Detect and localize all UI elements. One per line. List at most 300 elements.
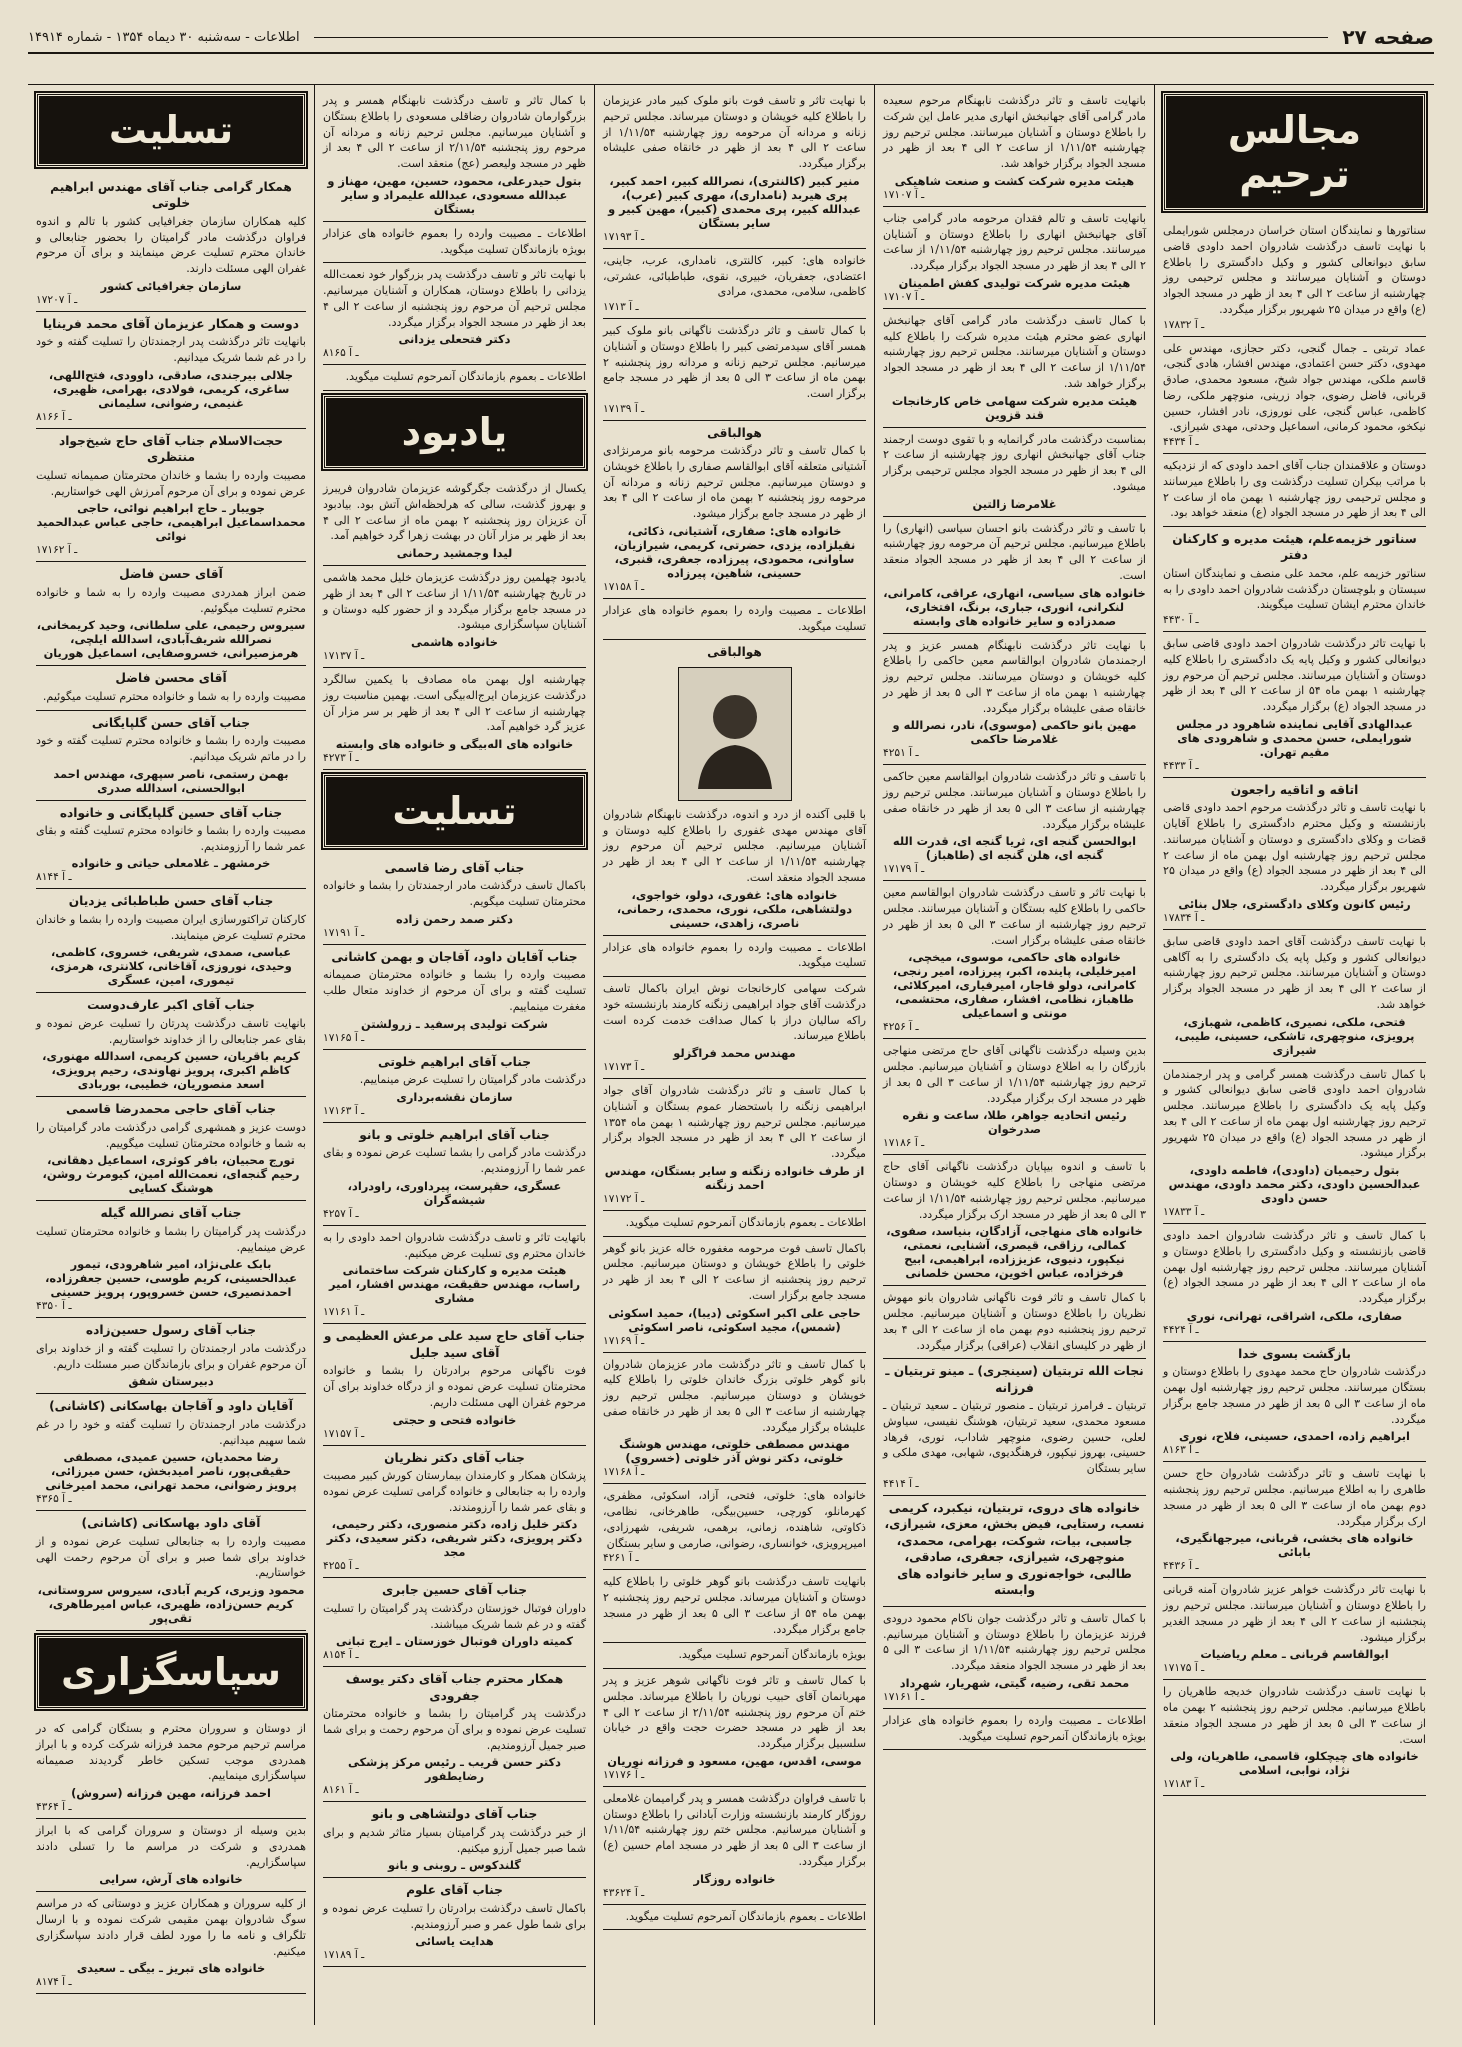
notice (883, 881, 1146, 1039)
portrait-icon (690, 679, 780, 789)
notice-signature: سیروس رحیمی، علی سلطانی، وحید کریمخانی، نصرالله شریف‌آبادی، اسدالله ایلچی، هرمزصیرانی، خسروصفایی، اسماعیل هوریان (36, 618, 306, 661)
notice-body: بدین وسیله از دوستان و سروران گرامی که با ابراز همدردی و شرکت در مراسم ما را تسلی دادند سپاسگزاریم. (36, 1824, 306, 1869)
notice-body: درگذشت مادر گرامی را بشما تسلیت عرض نموده و بقای عمر شما را آرزومندیم. (323, 1146, 586, 1176)
section-banner-majalis: مجالس ترحیم (1163, 93, 1426, 211)
notice-title: جناب آقای علوم (406, 1883, 503, 1898)
notice-body: مصیبت وارده را بشما و خانواده محترم تسلیت گفته و بقای عمر شما را آرزومندیم. (36, 823, 306, 853)
notice-body: درگذشت مادر گرامیتان را تسلیت عرض مینماییم. (359, 1073, 586, 1087)
notice-signature: خانواده های: غفوری، دولو، خواجوی، دولتشاهی، ملکی، نوری، محمدی، رحمانی، ناصری، زاهدی، حسینی (616, 887, 853, 930)
notice-body: اطلاعات ـ مصیبت وارده را بعموم خانواده های عزادار تسلیت میگوید. (603, 940, 866, 970)
notice (323, 1226, 586, 1325)
notice (36, 1201, 306, 1318)
notice (603, 319, 866, 421)
notice-body: با کمال تاسف و تاثر درگذشت جوان ناکام محمود درودی فرزند عزیزمان را باطلاع دوستان و آشنایان میرسانیم. مجلس ترحیم روز چهارشنبه ۱/۱۱/۵۴ از ساعت ۳ الی ۵ بعد از ظهر در مسجد الجواد منعقد میگردد. (883, 1611, 1146, 1672)
notice (1163, 337, 1426, 455)
notice (883, 517, 1146, 634)
notice-code: ۱۷۸۳۲ ـ آ (1163, 318, 1205, 331)
notice (1163, 219, 1426, 337)
notice (36, 1394, 306, 1511)
masthead-rule (314, 37, 1329, 38)
notice-signature: جلالی بیرجندی، صادقی، داوودی، فتح‌اللهی، ساغری، کریمی، فولادی، بهرامی، ظهیری، غنیمی، رضوانی، سلیمانی (48, 367, 294, 410)
notice (323, 1446, 586, 1579)
notice (36, 1892, 306, 1994)
notice (883, 1607, 1146, 1709)
portrait-photo (678, 667, 792, 801)
notice (1163, 930, 1426, 1063)
notice (36, 429, 306, 562)
notice-body: باکمال تاسف فوت مرحومه مغفوره خاله عزیز بانو گوهر خلوتی را باطلاع خویشان و دوستان میرسانیم. مجلس ترحیم روز پنجشنبه از ساعت ۲ الی ۴ بعد از ظهر در مسجد جامع برگزار است. (603, 1241, 867, 1302)
notice-body: باکمال تاسف درگذشت برادرتان را تسلیت عرض نموده و برای شما طول عمر و صبر آرزومندیم. (323, 1901, 586, 1931)
notice-code: ۱۷۱۶۸ ـ آ (603, 1466, 645, 1479)
notice (323, 1802, 586, 1878)
notice (36, 1097, 306, 1201)
notice-body: با نهایت تاسف و تاثر درگذشت مرحوم احمد داودی قاضی بازنشسته و وکیل محترم دادگستری را باطلاع آقایان قضات و وکلای دادگستری و دوستان و آشنایان میرسانند. مجلس ترحیم روز چهارشنبه اول بهمن ماه از ساعت ۲ الی ۴ بعد از ظهر در مسجد الجواد (ع) واقع در میدان ۲۵ شهریور برگزار میگردد. (1163, 801, 1426, 894)
notice-body: سناتور خزیمه علم، محمد علی منصف و نمایندگان استان سیستان و بلوچستان درگذشت شادروان احمد داودی را به خاندان محترم ایشان تسلیت میگویند. (1163, 566, 1426, 612)
notice-body: بانهایت تاسف درگذشت بانو گوهر خلوتی را باطلاع کلیه دوستان و آشنایان میرساند. مجلس ترحیم روز پنجشنبه ۲ بهمن ماه ۵۴ از ساعت ۳ الی ۵ بعد از ظهر در مسجد جامع برگزار میگردد. (603, 1575, 866, 1636)
notice-code: ۱۷۱۳۹ ـ آ (603, 402, 645, 415)
notice-body: بانهایت تاثر درگذشت پدر ارجمندتان را تسلیت گفته و خود را در غم شما شریک میدانیم. (36, 335, 306, 365)
notice-body: کلیه همکاران سازمان جغرافیایی کشور با تالم و اندوه فراوان درگذشت مادر گرامیتان را بحضور جنابعالی و خاندان محترم تسلیت عرض مینمایند و برای آن مرحوم غفران الهی مسئلت دارند. (36, 214, 306, 276)
notice (323, 668, 586, 770)
notice-signature: ابراهیم زاده، احمدی، حسینی، فلاح، نوری (1179, 1429, 1410, 1444)
notice-code: ۸۱۴۴ ـ آ (36, 871, 72, 884)
notice-body: از کلیه سروران و همکاران عزیز و دوستانی که در مراسم سوگ شادروان بهمن مقیمی شرکت نموده و با ارسال تلگراف و نامه ما را مورد لطف قرار دادند سپاسگزاری میکنیم. (36, 1897, 306, 1958)
notice-body: اطلاعات ـ بعموم بازماندگان آنمرحوم تسلیت میگوید. (625, 1215, 866, 1229)
notice-body: مصیبت وارده را به جنابعالی تسلیت عرض نموده و از خداوند برای شما صبر و برای آن مرحوم رحمت الهی خواستاریم. (36, 1534, 306, 1580)
notice-body: تربتیان ـ فرامرز تربتیان ـ منصور تربتیان ـ سعید تربتیان ـ مسعود محمدی، سعید تربتیان، هوشنگ نفیسی، سیاوش لعلی، حسین رضوی، منوچهر شاداب، نوری، فرهاد حسینی، بهروز نیکپور، فرهنگدیوی، شهابی، مهدی ملکی و سایر بستگان (883, 1399, 1146, 1476)
notice-body: با کمال تاسف و تاثر درگذشت مرحومه بانو مرمرنژادی آشتیانی متعلقه آقای ابوالقاسم صفاری را باطلاع خویشان و دوستان میرسانیم. مجلس ترحیم زنانه و مردانه آن مرحومه روز پنجشنبه ۲ بهمن ماه از ساعت ۲ الی ۴ بعد از ظهر در مسجد جامع برگزار میشود. (603, 444, 866, 521)
notice-code: ۱۷۱۶۵ ـ آ (323, 1031, 365, 1044)
notice-code: ۱۷۱۰۷ ـ آ (883, 290, 925, 303)
notice-signature: مهندس مصطفی خلوتی، مهندس هوشنگ خلوتی، دکتر نوش آذر خلوتی (خسروی) (619, 1437, 850, 1466)
notice-body: شرکت سهامی کارخانجات نوش ایران باکمال تاسف درگذشت آقای جواد ابراهیمی زنگنه کارمند بازنشسته خود راکه سالیان دراز با کمال صداقت خدمت کرده است باطلاع میرساند. (603, 982, 866, 1043)
notice-signature: کریم باقریان، حسین کریمی، اسدالله مهنوری، کاظم اکبری، پرویز نهاوندی، رحیم پرویزی، اسعد منصوریان، خطیبی، بوربادی (42, 1049, 300, 1092)
notice (36, 1717, 306, 1819)
notice-signature: جویبار ـ حاج ابراهیم نوائی، حاجی محمداسماعیل ابراهیمی، حاجی عباس عبدالحمید نوائی (36, 501, 306, 544)
notice (603, 1079, 866, 1211)
notice (36, 889, 306, 993)
notice-code: ۴۳۵۰ ـ آ (36, 1300, 72, 1313)
notice (36, 666, 306, 710)
notice-body: با کمال تاسف و تاثر درگذشت مادر عزیزمان شادروان بانو گوهر خلوتی بزرگ خاندان خلوتی را باطلاع کلیه خویشان و دوستان میرسانیم. مجلس ترحیم روز چهارشنبه از ساعت ۳ الی ۵ بعد از ظهر در خانقاه صفی علیشاه برگزار میگردد. (603, 1357, 866, 1434)
notice-title: آقای داود بهاسکانی (کاشانی) (81, 1516, 261, 1531)
issue-line: اطلاعات - سه‌شنبه ۳۰ دیماه ۱۳۵۴ - شماره ۱۴۹۱۴ (28, 29, 300, 45)
notice-body: یادبود چهلمین روز درگذشت عزیزمان خلیل محمد هاشمی در تاریخ چهارشنبه ۱/۱۱/۵۴ از ساعت ۲ الی ۴ بعد از ظهر در مسجد جامع برگزار میگردد و از حضور کلیه دوستان و آشنایان سپاسگزاری میشود. (323, 571, 586, 632)
notice (883, 634, 1146, 766)
notice (323, 477, 586, 566)
notice (36, 312, 306, 429)
notice-code: ۴۴۳۳ ـ آ (1163, 759, 1199, 772)
notice-signature: دکتر فتحعلی یزدانی (398, 332, 511, 347)
notice-code: ۴۲۶۱ ـ آ (603, 1552, 639, 1565)
notice-body: با نهایت تاسف و تاثر درگذشت شادروان حاج حسن طاهری را به اطلاع میرسانیم. مجلس ترحیم روز پنجشنبه دوم بهمن ماه از ساعت ۳ الی ۵ بعد از ظهر در مسجد ارک برگزار میگردد. (1163, 1467, 1426, 1528)
notice (603, 1905, 866, 1931)
notice (883, 207, 1146, 309)
notice (1163, 778, 1426, 930)
notice-code: ۴۲۵۵ ـ آ (323, 1560, 359, 1573)
notice (323, 263, 586, 365)
notice-signature: بهمن رستمی، ناصر سپهری، مهندس احمد ابوالحسنی، اسدالله صدری (53, 766, 289, 795)
notice-code: ۱۷۱۰۷ ـ آ (883, 188, 925, 201)
news-column-1 (1154, 85, 1434, 2025)
notice-body: مصیبت وارده را بشما و خاندان محترمتان صمیمانه تسلیت عرض نموده و برای آن مرحوم آمرزش الهی خواستاریم. (36, 468, 306, 498)
notice (1163, 632, 1426, 778)
notice-code: ۴۴۱۴ ـ آ (883, 1477, 919, 1490)
notice-code: ۱۷۱۷۲ ـ آ (603, 1192, 645, 1205)
notice-signature: خانواده های: صفاری، آشتیانی، ذکائی، نقیلزاده، یزدی، حضرتی، کریمی، شیرازیان، ساوانی، محمودی، پیرزاده، جعفری، قنبری، حسینی، شاهین، پیرزاده (613, 523, 856, 580)
notice-signature: دکتر حسن قریب ـ رئیس مرکز پزشکی رضایطفور (348, 1755, 561, 1784)
notice-signature: عسگری، حقپرست، پیرداوری، راودراد، شیشه‌گران (347, 1178, 562, 1207)
notice-signature: هیئت مدیره شرکت کشت و صنعت شاهیکی (894, 173, 1135, 188)
notice (1163, 1680, 1426, 1796)
notice-code: ۱۷۱۳۷ ـ آ (323, 650, 365, 662)
notice-body: اطلاعات ـ مصیبت وارده را بعموم خانواده های عزادار بویژه بازماندگان تسلیت میگوید. (323, 226, 586, 256)
notice (883, 1496, 1146, 1607)
notice-body: با قلبی آکنده از درد و اندوه، درگذشت نابهنگام شادروان آقای مهندس مهدی غفوری را باطلاع کلیه دوستان و آشنایان میرسانیم. مجلس ترحیم آن مرحوم روز چهارشنبه ۱/۱۱/۵۴ از ساعت ۲ الی ۴ بعد از ظهر در مسجد الجواد منعقد است. (603, 807, 866, 884)
notice-body: با تاسف و تاثر درگذشت بانو احسان سیاسی (انهاری) را باطلاع میرسانیم. مجلس ترحیم آن مرحومه روز چهارشنبه از ساعت ۲ الی ۴ بعد از ظهر در مسجد الجواد منعقد است. (883, 521, 1147, 582)
notice-code: ۱۷۱۸۶ ـ آ (883, 1137, 925, 1150)
notice (603, 1570, 866, 1643)
notice-body: با تاسف و اندوه بیپایان درگذشت ناگهانی آقای حاج مرتضی منهاجی را باطلاع کلیه خویشان و دوستان میرسانیم. مجلس ترحیم روز چهارشنبه ۱/۱۱/۵۴ از ساعت ۳ الی ۵ بعد از ظهر در مسجد ارک برگزار میگردد. (883, 1160, 1147, 1221)
notice (36, 562, 306, 666)
notice-signature: کمیته داوران فوتبال خوزستان ـ ایرج تبانی (335, 1634, 574, 1649)
notice-body: مصیبت وارده را بشما و خانواده محترمتان صمیمانه تسلیت گفته و برای آن مرحوم از خداوند متعال طلب مغفرت مینماییم. (323, 968, 586, 1013)
notice-title: جناب آقای نصرالله گیله (100, 1206, 242, 1221)
notice-signature: رئیس کانون وکلای دادگستری، جلال بنائی (1178, 896, 1411, 911)
notice-body: با نهایت تاثر درگذشت شادروان احمد داودی قاضی سابق دیوانعالی کشور و وکیل پایه یک دادگستری را باطلاع کلیه دوستان و آشنایان میرسانند. مجلس ترحیم آن مرحوم روز چهارشنبه ۱ بهمن ماه ۵۴ از ساعت ۲ الی ۴ بعد از ظهر در مسجد الجواد (ع) برگزار میگردد. (1163, 637, 1426, 714)
notice-signature: خانواده های منهاجی، آزادگان، بنیاسد، صفوی، کمالی، رزاقی، قیصری، آشنایی، نعمتی، نیکپور، دنیوی، عزیززاده، ابراهیمی، ابیح فرخزاده، عباس اخوین، محسن خلصانی (886, 1224, 1143, 1281)
notice-code: ۴۳۶۵ ـ آ (36, 1493, 72, 1506)
notice (603, 640, 866, 935)
notice-title: هوالباقی (707, 425, 762, 440)
notice-title: خانواده های دروی، تربتیان، نیکبرد، کریمی نسب، رستایی، فیض بخش، معزی، شیرازی، جاسبی، بیات، شوکت، بهرامی، محمدی، منوچهری، شیرازی، جعفری، صادقی، طالبی، خواجه‌نوری و سایر خانواده های وابسته (884, 1500, 1145, 1598)
notice-body: با نهایت تاثر و تاسف فوت بانو ملوک کبیر مادر عزیزمان را باطلاع کلیه خویشان و دوستان میرساند. مجلس ترحیم زنانه و مردانه آن مرحومه روز چهارشنبه ۱/۱۱/۵۴ از ساعت ۲ الی ۴ بعد از ظهر در خانقاه صفی علیشاه برگزار میگردد. (603, 94, 867, 170)
notice-body: اطلاعات ـ مصیبت وارده را بعموم خانواده های عزادار بویژه بازماندگان آنمرحوم تسلیت میگوید. (883, 1713, 1146, 1743)
notice (1163, 454, 1426, 527)
news-column-3 (594, 85, 874, 2025)
notice (323, 365, 586, 391)
notice-body: با نهایت تاثر و تاسف درگذشت شادروان ابوالقاسم معین حاکمی را باطلاع کلیه بستگان و آشنایان میرسانند. مجلس ترحیم روز چهارشنبه از ساعت ۳ الی ۵ بعد از ظهر در خانقاه صفی علیشاه برگزار است. (883, 886, 1147, 947)
notice (603, 936, 866, 978)
notice-code: ۱۷۱۸۳ ـ آ (1163, 1778, 1205, 1791)
notice-signature: هیئت مدیره شرکت سهامی خاص کارخانجات قند قزوین (891, 393, 1138, 422)
notice (323, 1667, 586, 1802)
notice-code: ۴۲۷۳ ـ آ (323, 752, 359, 764)
notice-signature: تورج محبیان، بافر کوثری، اسماعیل دهقانی، رحیم گنجه‌ای، نعمت‌الله امین، کیومرث روشن، هوشنگ کسایی (42, 1153, 300, 1196)
notice-code: ۴۳۶۲۴ ـ آ (603, 1886, 645, 1899)
notice-title: جناب آقای دکتر نظریان (384, 1450, 525, 1465)
notice (883, 1359, 1146, 1496)
notice (883, 765, 1146, 881)
notice (36, 801, 306, 890)
notice-signature: هیئت مدیره شرکت تولیدی کفش اطمینان (898, 275, 1131, 290)
notice-title: جناب آقای حسن گلپایگانی (91, 715, 251, 730)
notice-signature: سازمان جغرافیائی کشور (100, 278, 242, 293)
notice-code: ۱۷۱۶۱ ـ آ (883, 1690, 925, 1703)
notice-title: جناب آقای حسین گلپایگانی و خانواده (59, 805, 283, 820)
notice (603, 1237, 866, 1353)
notice (603, 977, 866, 1079)
notice-code: ۸۱۶۱ ـ آ (323, 1784, 359, 1797)
notice-body: مصیبت وارده را به شما و خانواده محترم تسلیت میگوئیم. (42, 689, 306, 703)
notice-signature: سازمان نقشه‌برداری (396, 1089, 513, 1104)
notice-body: از دوستان و سروران محترم و بستگان گرامی که در مراسم ترحیم مرحوم محمد فرزانه شرکت کرده و با ابراز همدردی موجب تسکین خاطر گردیدند صمیمانه سپاسگزاری مینماییم. (36, 1722, 306, 1783)
notice-signature: گلندکوس ـ روبنی و بانو (388, 1858, 521, 1873)
notice-signature: هدایت یاسائی (415, 1934, 494, 1949)
news-column-2 (874, 85, 1154, 2025)
notice-code: ۱۷۱۶۳ ـ آ (323, 1104, 365, 1117)
columns-container (28, 84, 1434, 2025)
notice-signature: عباسی، صمدی، شریفی، خسروی، کاظمی، وحیدی، نوروزی، آقاخانی، کلانتری، هرمزی، تیموری، امین، عسگری (50, 945, 292, 988)
notice-body: اطلاعات ـ مصیبت وارده را بعموم خانواده های عزادار تسلیت میگوید. (603, 603, 866, 633)
notice-title: جناب آقای حاج سید علی مرعش العظیمی و آقای سید جلیل (323, 1329, 586, 1360)
notice (883, 1039, 1146, 1155)
notice-body: دوستان و علاقمندان جناب آقای احمد داودی که از نزدیکیه با مراتب بیکران تسلیت درگذشت وی را باطلاع میرسانند و مجلس ترحیمی روز چهارشنبه ۱ بهمن ماه از ساعت ۲ الی ۴ بعد از ظهر در مسجد الجواد (ع) منعقد خواهد بود. (1163, 459, 1426, 520)
notice (603, 1787, 866, 1905)
notice-body: چهارشنبه اول بهمن ماه مصادف با یکمین سالگرد درگذشت عزیزمان ایرج‌اله‌بیگی است. بهمین مناسبت روز چهارشنبه از ساعت ۲ الی ۴ بعد از ظهر بر سر مزار آن عزیز گرد خواهیم آمد. (323, 673, 587, 734)
notice-title: همکار گرامی جناب آقای مهندس ابراهیم خلوتی (50, 180, 292, 211)
notice-title: جناب آقای حسن طباطبائی یزدیان (68, 894, 274, 909)
notice-code: ۸۱۶۳ ـ آ (1163, 1444, 1199, 1457)
notice-signature: محمود وزیری، کریم آبادی، سیروس سروستانی، کریم حسن‌زاده، ظهیری، عباس امیرطاهری، تقی‌پور (37, 1583, 305, 1625)
notice-title: جناب آقای حسین جابری (381, 1583, 528, 1598)
notice-body: باتهایت تاثر و تاسف درگذشت شادروان احمد داودی را به خاندان محترم وی تسلیت عرض میکنیم. (323, 1230, 586, 1260)
notice (1163, 527, 1426, 632)
notice-signature: خانواده های حاکمی، موسوی، میخچی، امیرخلیلی، پاینده، اکبر، پیرزاده، امیر رنجی، کامرانی، دولو قاجار، امیرفیاری، امیرکلائی، طاهباز، نظامی، افشار، صفاری، محتشمی، مونتی و اسماعیلی (892, 950, 1137, 1021)
notice-body: پزشکان همکار و کارمندان بیمارستان کورش کبیر مصیبت وارده را به جنابعالی و خانواده گرامی تسلیت عرض نموده و بقای عمر شما را آرزومندند. (323, 1469, 586, 1514)
notice-body: بانهایت تاسف و تالم فقدان مرحومه مادر گرامی جناب آقای جهانبخش انهاری را باطلاع دوستان و آشنایان میرسانند. مجلس ترحیم روز چهارشنبه ۱/۱۱/۵۴ از ساعت ۲ الی ۴ بعد از ظهر در مسجد الجواد برگزار میگردد. (883, 211, 1146, 272)
notice-signature: خانواده های اله‌بیگی و خانواده های وابسته (335, 737, 574, 751)
notice-signature: خانواده های چیچکلو، قاسمی، طاهریان، ولی نژاد، نوابی، اسلامی (1170, 1749, 1419, 1778)
notice (36, 1318, 306, 1394)
notice (323, 1878, 586, 1967)
notice-body: بانهایت تاسف و تاثر درگذشت نابهنگام مرحوم سعیده مادر گرامی آقای جهانبخش انهاری مدیر عامل این شرکت را باطلاع دوستان و آشنایان میرسانند. مجلس ترحیم روز چهارشنبه ۱/۱۱/۵۴ از ساعت ۲ الی ۴ بعد از ظهر در مسجد الجواد برگزار خواهد شد. (883, 94, 1146, 170)
notice-signature: غلامرضا زالتین (972, 496, 1057, 511)
notice-signature: منیر کبیر (کالنتری)، نصرالله کبیر، احمد کبیر، پری هیربد (نامداری)، مهری کبیر (عرب)، عبدالله کبیر، پری محمدی (کبیر)، مهین کبیر و سایر بستگان (608, 173, 861, 230)
notice-body: با نهایت تاسف درگذشت آقای احمد داودی قاضی سابق دیوانعالی کشور و وکیل پایه یک دادگستری را به آگاهی دوستان و آشنایان میرسانند. مجلس ترحیم روز چهارشنبه از ساعت ۲ الی ۴ بعد از ظهر در مسجد الجواد برگزار خواهد شد. (1163, 934, 1426, 1011)
notice-code: ۸۱۷۴ ـ آ (36, 1976, 72, 1989)
notice-signature: بتول حیدرعلی، محمود، حسین، مهین، مهناز و عبدالله مسعودی، عبدالله علیمراد و سایر بستگان (327, 173, 582, 216)
notice-signature: خانواده های تبریز ـ بیگی ـ سعیدی (76, 1961, 266, 1976)
notice-signature: خانواده های سیاسی، انهاری، عراقی، کامرانی، لنکرانی، انوری، جباری، برنگ، افتخاری، صمدزاده و سایر خانواده های وابسته (883, 585, 1146, 628)
notice-title: دوست و همکار عزیزمان آقای محمد فرینایا (43, 316, 299, 331)
notice-code: ۴۴۲۴ ـ آ (1163, 1323, 1199, 1336)
notice-body: با کمال تاسف و تاثر درگذشت شادروان آقای جواد ابراهیمی زنگنه را باستحضار عموم بستگان و آشنایان میرسانیم. مجلس ترحیم روز چهارشنبه ۱ بهمن ماه ۱۳۵۴ از ساعت ۲ الی ۴ بعد از ظهر در مسجد الجواد برگزار میگردد. (603, 1084, 867, 1161)
notice-signature: مهین بانو حاکمی (موسوی)، نادر، نصرالله و غلامرضا حاکمی (892, 718, 1137, 747)
notice (36, 993, 306, 1097)
notice (1163, 1063, 1426, 1225)
notice-body: فوت ناگهانی مرحوم برادرتان را بشما و خانواده محترمتان تسلیت عرض نموده و از درگاه خداوند برای آن مرحوم غفران الهی مسئلت داریم. (323, 1364, 586, 1409)
notice-body: با نهایت تاثر و تاسف درگذشت پدر بزرگوار خود نعمت‌الله یزدانی را باطلاع دوستان، همکاران و آشنایان میرسانیم. مجلس ترحیم آن مرحوم روز پنجشنبه از ساعت ۲ الی ۴ بعد از ظهر در مسجد الجواد برگزار میگردد. (323, 268, 587, 329)
notice (1163, 1578, 1426, 1680)
notice-body: باکمال تاسف درگذشت مادر ارجمندتان را بشما و خانواده محترمتان تسلیت میگویم. (323, 879, 586, 909)
notice-title: هوالباقی (707, 645, 762, 660)
notice (323, 856, 586, 945)
notice (323, 1324, 586, 1445)
notice-body: خانواده های: کبیر، کالنتری، نامداری، عرب، جاینی، اعتضادی، جعفریان، خبیری، نقوی، طباطبائی، عشرتی، کاظمی، سلامی، محمدی، مرادی (603, 253, 866, 299)
notice-title: جناب آقای رضا قاسمی (384, 861, 525, 875)
notice (603, 421, 866, 599)
notice (883, 1709, 1146, 1751)
notice-body: داوران فوتبال خوزستان درگذشت پدر گرامیتان را تسلیت گفته و در غم شما شریک میباشند. (323, 1601, 586, 1631)
notice (883, 309, 1146, 428)
notice-code: ۱۷۱۹۱ ـ آ (323, 926, 365, 939)
notice-code: ۱۷۱۸۹ ـ آ (323, 1949, 365, 1962)
notice-code: ۱۷۱۹۳ ـ آ (603, 230, 645, 243)
notice-signature: عبدالهادی آقایی نماینده شاهرود در مجلس شورایملی، حسن محمدی و شاهرودی های مقیم تهران. (1176, 716, 1413, 759)
notice-title: همکار محترم جناب آقای دکتر یوسف جفرودی (345, 1672, 564, 1703)
notice-signature: خرمشهر ـ غلامعلی حیاتی و خانواده (71, 856, 271, 871)
notice (323, 566, 586, 668)
notice-signature: دبیرستان شفق (128, 1374, 214, 1389)
notice-code: ۴۴۳۶ ـ آ (1163, 1560, 1199, 1573)
notice-body: درگذشت پدر گرامیتان را بشما و خانواده محترمتان تسلیت عرض مینماییم. (36, 1224, 306, 1254)
notice-body: دوست عزیز و همشهری گرامی درگذشت مادر گرامیتان را به شما و خانواده محترمتان تسلیت میگوییم. (36, 1120, 306, 1150)
notice-signature: دکتر خلیل زاده، دکتر منصوری، دکتر رحیمی، دکتر پرویزی، دکتر شریفی، دکتر سعیدی، دکتر مجد (326, 1517, 583, 1560)
notice-title: آقای محسن فاضل (115, 671, 227, 686)
notice (323, 89, 586, 222)
notice-code: ۱۷۱۷۵ ـ آ (1163, 1662, 1205, 1675)
notice-code: ۱۷۱۷۹ ـ آ (883, 863, 925, 876)
notice-body: بدین وسیله درگذشت ناگهانی آقای حاج مرتضی منهاجی بازرگان را به اطلاع دوستان و آشنایان میرسانیم. مجلس ترحیم روز چهارشنبه ۱/۱۱/۵۴ از ساعت ۳ الی ۵ بعد از ظهر در مسجد ارک برگزار میگردد. (883, 1044, 1146, 1105)
notice (323, 222, 586, 264)
notice-code: ۱۷۱۷۳ ـ آ (603, 1061, 645, 1074)
notice (1163, 1342, 1426, 1462)
notice-signature: موسی، اقدس، مهین، مسعود و فرزانه نوریان (607, 1753, 862, 1768)
notice (883, 1286, 1146, 1359)
notice-body: با کمال تاثر و تاسف درگذشت نابهنگام همسر و پدر بزرگوارمان شادروان رضاقلی مسعودی را باطلاع بستگان و آشنایان میرسانیم. مجلس ترحیم زنانه و مردانه آن مرحوم روز پنجشنبه ۲/۱۱/۵۴ از ساعت ۲ الی ۴ بعد از ظهر در مسجد ولیعصر (عج) منعقد است. (323, 94, 586, 170)
notice (603, 89, 866, 249)
notice-body: با تاسف و تاثر درگذشت شادروان ابوالقاسم معین حاکمی را باطلاع دوستان و آشنایان میرسانند. مجلس ترحیم روز چهارشنبه از ساعت ۳ الی ۵ بعد از ظهر در خانقاه صفی علیشاه برگزار میگردد. (883, 770, 1146, 831)
notice-code: ۱۷۱۶۹ ـ آ (603, 1334, 645, 1347)
notice-signature: صفاری، ملکی، اشراقی، تهرانی، نوری (1186, 1308, 1403, 1323)
notice-title: سناتور خزیمه‌علم، هیئت مدیره و کارکنان دفتر (1172, 532, 1417, 563)
notice (1163, 1224, 1426, 1342)
notice (603, 1353, 866, 1485)
news-column-4 (314, 85, 594, 2025)
news-column-5 (28, 85, 314, 2025)
notice-body: خانواده های: خلوتی، فتحی، آزاد، اسکوئی، مظفری، کهرمانلو، کورچی، حسین‌بیگی، طاهرخانی، نظامی، ذکاوتی، شاهنده، زمانی، برهمی، شریفی، شهرزادی، امیرپرویزی، خوانساری، رضوانی، صارمی و سایر بستگان (603, 1489, 866, 1550)
notice-signature: بابک علی‌نژاد، امیر شاهرودی، تیمور عبدالحسینی، کریم طوسی، حسین جعفرزاده، احمدنصیری، حسن خسروپور، پرویز حسینی (45, 1257, 297, 1300)
notice-code: ۸۱۶۶ ـ آ (36, 410, 72, 423)
notice-signature: ابوالحسن گنجه ای، ثریا گنجه ای، قدرت الله گنجه ای، هلن گنجه ای (طاهباز) (892, 834, 1137, 863)
notice-body: با نهایت تاثر درگذشت خواهر عزیز شادروان آمنه قربانی را باطلاع دوستان و آشنایان میرسانند. مجلس ترحیم روز پنجشنبه از ساعت ۲ الی ۴ بعد از ظهر در مسجد الغدیر برگزار میشود. (1163, 1583, 1426, 1644)
notice-body: بانهایت تاسف درگذشت پدرتان را تسلیت عرض نموده و بقای عمر جنابعالی را از خداوند خواستاریم. (36, 1016, 306, 1046)
notice-code: ۴۲۵۷ ـ آ (323, 1207, 359, 1220)
notice-code: ۱۷۸۳۳ ـ آ (1163, 1206, 1205, 1219)
notice (36, 1819, 306, 1892)
notice (36, 1511, 306, 1631)
notice-code: ۱۷۲۰۷ ـ آ (36, 293, 78, 306)
notice-code: ۱۷۱۷۶ ـ آ (603, 1768, 645, 1781)
notice-body: درگذشت مادر ارجمندتان را تسلیت گفته و خود را در غم شما سهیم میدانیم. (36, 1417, 306, 1447)
notice-title: جناب آقای رسول حسین‌زاده (85, 1323, 257, 1338)
notice-code: ۸۱۵۴ ـ آ (323, 1649, 359, 1662)
notice (603, 1484, 866, 1570)
notice-code: ۱۷۸۳۴ ـ آ (1163, 911, 1205, 924)
notice-code: ۱۷۱۳ ـ آ (603, 301, 639, 313)
notice (603, 1643, 866, 1669)
notice-code: ۱۷۱۶۲ ـ آ (36, 544, 78, 557)
notice-signature: رئیس اتحادیه جواهر، طلا، ساعت و نقره صدرخوان (902, 1108, 1127, 1137)
notice-body: با کمال تاسف و تاثر فوت ناگهانی شوهر عزیز و پدر مهربانمان آقای حبیب نوریان را باطلاع میرساند. مجلس ختم آن مرحوم روز پنجشنبه ۲/۱۱/۵۴ از ساعت ۲ الی ۴ بعد از ظهر در مسجد حضرت حجت واقع در خیابان سلسبیل برگزار میگردد. (603, 1674, 866, 1751)
notice-signature: خانواده روزگار (693, 1871, 776, 1886)
notice-title: آقای حسن فاضل (119, 567, 223, 582)
notice-signature: هیئت مدیره و کارکنان شرکت ساختمانی راساب، مهندس حقیقت، مهندس افشار، امیر مشاری (328, 1263, 581, 1306)
notice-title: جناب آقای اکبر عارف‌دوست (87, 998, 255, 1013)
section-banner-tasliyat_top: تسلیت (36, 93, 306, 167)
notice-signature: رضا محمدیان، حسین عمیدی، مصطفی حقیقی‌پور، ناصر امیدبخش، حسن میرزائی، پرویز رضوانی، محمد تهرانی، محمد امیرخانی (45, 1450, 297, 1493)
notice-body: عماد تربتی ـ جمال گنجی، دکتر حجازی، مهندس علی مهدوی، دکتر حسن اعتمادی، مهندس افشار، هادی گنجی، قاسم ملکی، مهندس جواد شیخ، مسعود محمدی، صادق قربانی، فاضل رضوی، جواد زرینی، منوچهر ملکی، رضا کاظمی، عباس گنجی، علی نوروزی، نادر افشار، حسین نیکخو، محمود کرمانی، اسماعیل وحدتی، مهدی شیرازی. (1163, 341, 1426, 434)
notice (36, 175, 306, 312)
notice (603, 1669, 866, 1787)
notice-title: نجات الله تربتیان (سینجری) ـ مینو تربتیان ـ فرزانه (885, 1364, 1144, 1395)
notice-signature: خانواده هاشمی (411, 635, 498, 649)
section-banner-tasliyat_mid: تسلیت (323, 774, 586, 848)
notice-title: جناب آقای دولتشاهی و بانو (371, 1807, 538, 1822)
notice (36, 711, 306, 801)
notice-body: از خبر درگذشت پدر گرامیتان بسیار متاثر شدیم و برای شما صبر جمیل آرزو میکنیم. (323, 1825, 586, 1855)
section-banner-yadbood: یادبود (323, 395, 586, 469)
notice-body: با تاسف فراوان درگذشت همسر و پدر گرامیمان غلامعلی روزگار کارمند بازنشسته وزارت آبادانی را باطلاع دوستان و آشنایان میرسانیم. مجلس ختم روز چهارشنبه ۱/۱۱/۵۴ از ساعت ۳ الی ۵ بعد از ظهر در مسجد امام حسین (ع) برگزار میگردد. (603, 1791, 866, 1868)
notice-code: ۱۷۱۵۷ ـ آ (323, 1427, 365, 1440)
notice-code: ۸۱۶۵ ـ آ (323, 347, 359, 360)
notice-body: با نهایت تاسف درگذشت شادروان خدیجه طاهریان را باطلاع میرسانیم. مجلس ترحیم روز پنجشنبه ۲ بهمن ماه از ساعت ۳ الی ۵ بعد از ظهر در مسجد الجواد منعقد است. (1163, 1685, 1427, 1746)
notice-signature: لیدا وجمشید رحمانی (396, 546, 513, 560)
notice-code: ۴۴۳۴ ـ آ (1163, 436, 1199, 448)
notice-code: ۴۲۵۶ ـ آ (883, 1021, 919, 1034)
notice-signature: خانواده فتحی و حجتی (392, 1412, 517, 1427)
notice-signature: خانواده های بخشی، قربانی، میرجهانگیری، بابائی (1175, 1531, 1414, 1560)
notice-title: آقایان داود و آقاجان بهاسکانی (کاشانی) (49, 1399, 293, 1414)
notice (603, 599, 866, 641)
notice-title: حجت‌الاسلام جناب آقای حاج شیخ‌جواد منتظری (58, 433, 284, 465)
notice-body: یکسال از درگذشت جگرگوشه عزیزمان شادروان فریبرز و بهروز گذشت، سالی که هرلحظه‌اش آتش بود. بیادبود آن عزیزان روز پنجشنبه ۲ بهمن ماه از ساعت ۲ الی ۴ بعد از ظهر بر مزار آنان در بهشت زهرا گرد خواهیم آمد. (323, 482, 586, 543)
notice-body: درگذشت شادروان حاج محمد مهدوی را باطلاع دوستان و بستگان میرسانند. مجلس ترحیم روز چهارشنبه اول بهمن ماه از ساعت ۳ الی ۵ بعد از ظهر در مسجد جامع برگزار میگردد. (1163, 1365, 1426, 1426)
notice-body: بمناسبت درگذشت مادر گرانمایه و با تقوی دوست ارجمند جناب آقای جهانبخش انهاری روز چهارشنبه از ساعت ۲ الی ۴ بعد از ظهر در مسجد الجواد مجلس ترحیمی برگزار میشود. (883, 432, 1146, 493)
notice (603, 1211, 866, 1237)
notice (1163, 1462, 1426, 1578)
notice (323, 1123, 586, 1226)
notice-signature: از طرف خانواده زنگنه و سایر بستگان، مهندس احمد زنگنه (604, 1163, 865, 1192)
notice-body: کارکنان تراکتورسازی ایران مصیبت وارده را بشما و خاندان محترم تسلیت عرض مینمایند. (36, 912, 306, 942)
notice-body: سناتورها و نمایندگان استان خراسان درمجلس شورایملی با نهایت تاسف درگذشت شادروان احمد داودی قاضی سابق دیوانعالی کشور و وکیل دادگستری را باطلاع دوستان و آشنایان میرسانند و مجلس ترحیمی روز چهارشنبه از ساعت ۲ الی ۴ بعد از ظهر در مسجد الجواد (ع) واقع در میدان ۲۵ شهریور برگزار میگردد. (1163, 224, 1426, 316)
notice-body: درگذشت پدر گرامیتان را بشما و خانواده محترمتان تسلیت عرض نموده و برای آن مرحوم رحمت و برای شما صبر جمیل آرزومندیم. (323, 1707, 586, 1752)
notice-signature: فتحی، ملکی، نصیری، کاظمی، شهبازی، پرویزی، منوچهری، تاشکی، حسینی، طیبی، شیرازی (1174, 1014, 1415, 1057)
masthead (28, 22, 1434, 54)
notice (323, 945, 586, 1050)
notice-body: ضمن ابراز همدردی مصیبت وارده را به شما و خانواده محترم تسلیت میگوئیم. (36, 585, 306, 615)
notice-body: مصیبت وارده را بشما و خانواده محترم تسلیت گفته و خود را در ماتم شریک میدانیم. (36, 734, 306, 763)
notice-code: ۱۷۱۵۸ ـ آ (603, 580, 645, 593)
notice (883, 428, 1146, 517)
page-number: صفحه ۲۷ (1342, 25, 1434, 49)
notice-body: با کمال تاسف و تاثر درگذشت شادروان احمد داودی قاضی بازنشسته و وکیل دادگستری را باطلاع دوستان و آشنایان میرسانند. مجلس ترحیم روز چهارشنبه اول بهمن ماه از ساعت ۲ الی ۴ بعد از ظهر در مسجد الجواد (ع) برگزار میگردد. (1163, 1229, 1426, 1306)
notice-body: اطلاعات ـ بعموم بازماندگان آنمرحوم تسلیت میگوید. (345, 370, 586, 384)
notice-signature: بتول رحیمیان (داودی)، فاطمه داودی، عبدالحسین داودی، دکتر محمد داودی، مهندس حسن داودی (1168, 1163, 1421, 1206)
notice-body: با کمال تاسف درگذشت مادر گرامی آقای جهانبخش انهاری عضو محترم هیئت مدیره شرکت را باطلاع کلیه دوستان و آشنایان میرسانند. مجلس ترحیم روز چهارشنبه ۱/۱۱/۵۴ از ساعت ۲ الی ۴ بعد از ظهر در مسجد الجواد برگزار خواهد شد. (883, 313, 1146, 390)
notice-body: اطلاعات ـ بعموم بازماندگان آنمرحوم تسلیت میگوید. (625, 1909, 866, 1923)
notice-body: با کمال تاسف و تاثر فوت ناگهانی شادروان بانو مهوش نظریان را باطلاع دوستان و آشنایان میرسانیم. مجلس ترحیم روز پنجشنبه دوم بهمن ماه از ساعت ۲ الی ۴ بعد از ظهر در کلیسای انقلاب (عراقی) برگزار میگردد. (883, 1291, 1146, 1352)
notice-body: با کمال تاسف و تاثر درگذشت ناگهانی بانو ملوک کبیر همسر آقای سیدمرتضی کبیر را باطلاع دوستان و آشنایان میرسانیم. مجلس ترحیم زنانه و مردانه روز پنجشنبه ۲ بهمن ماه از ساعت ۳ الی ۵ بعد از ظهر در مسجد جامع برگزار است. (603, 324, 867, 400)
notice-signature: شرکت تولیدی پرسفید ـ زرولشتن (360, 1016, 549, 1031)
notice-title: جناب آقای حاجی محمدرضا قاسمی (66, 1102, 276, 1117)
section-banner-sepasgozari: سپاسگزاری (36, 1635, 306, 1709)
notice-title: جناب آقای ابراهیم خلوتی (377, 1054, 532, 1069)
notice (603, 249, 866, 319)
notice-title: بازگشت بسوی خدا (1238, 1346, 1351, 1361)
notice-code: ۴۳۶۴ ـ آ (36, 1801, 72, 1813)
